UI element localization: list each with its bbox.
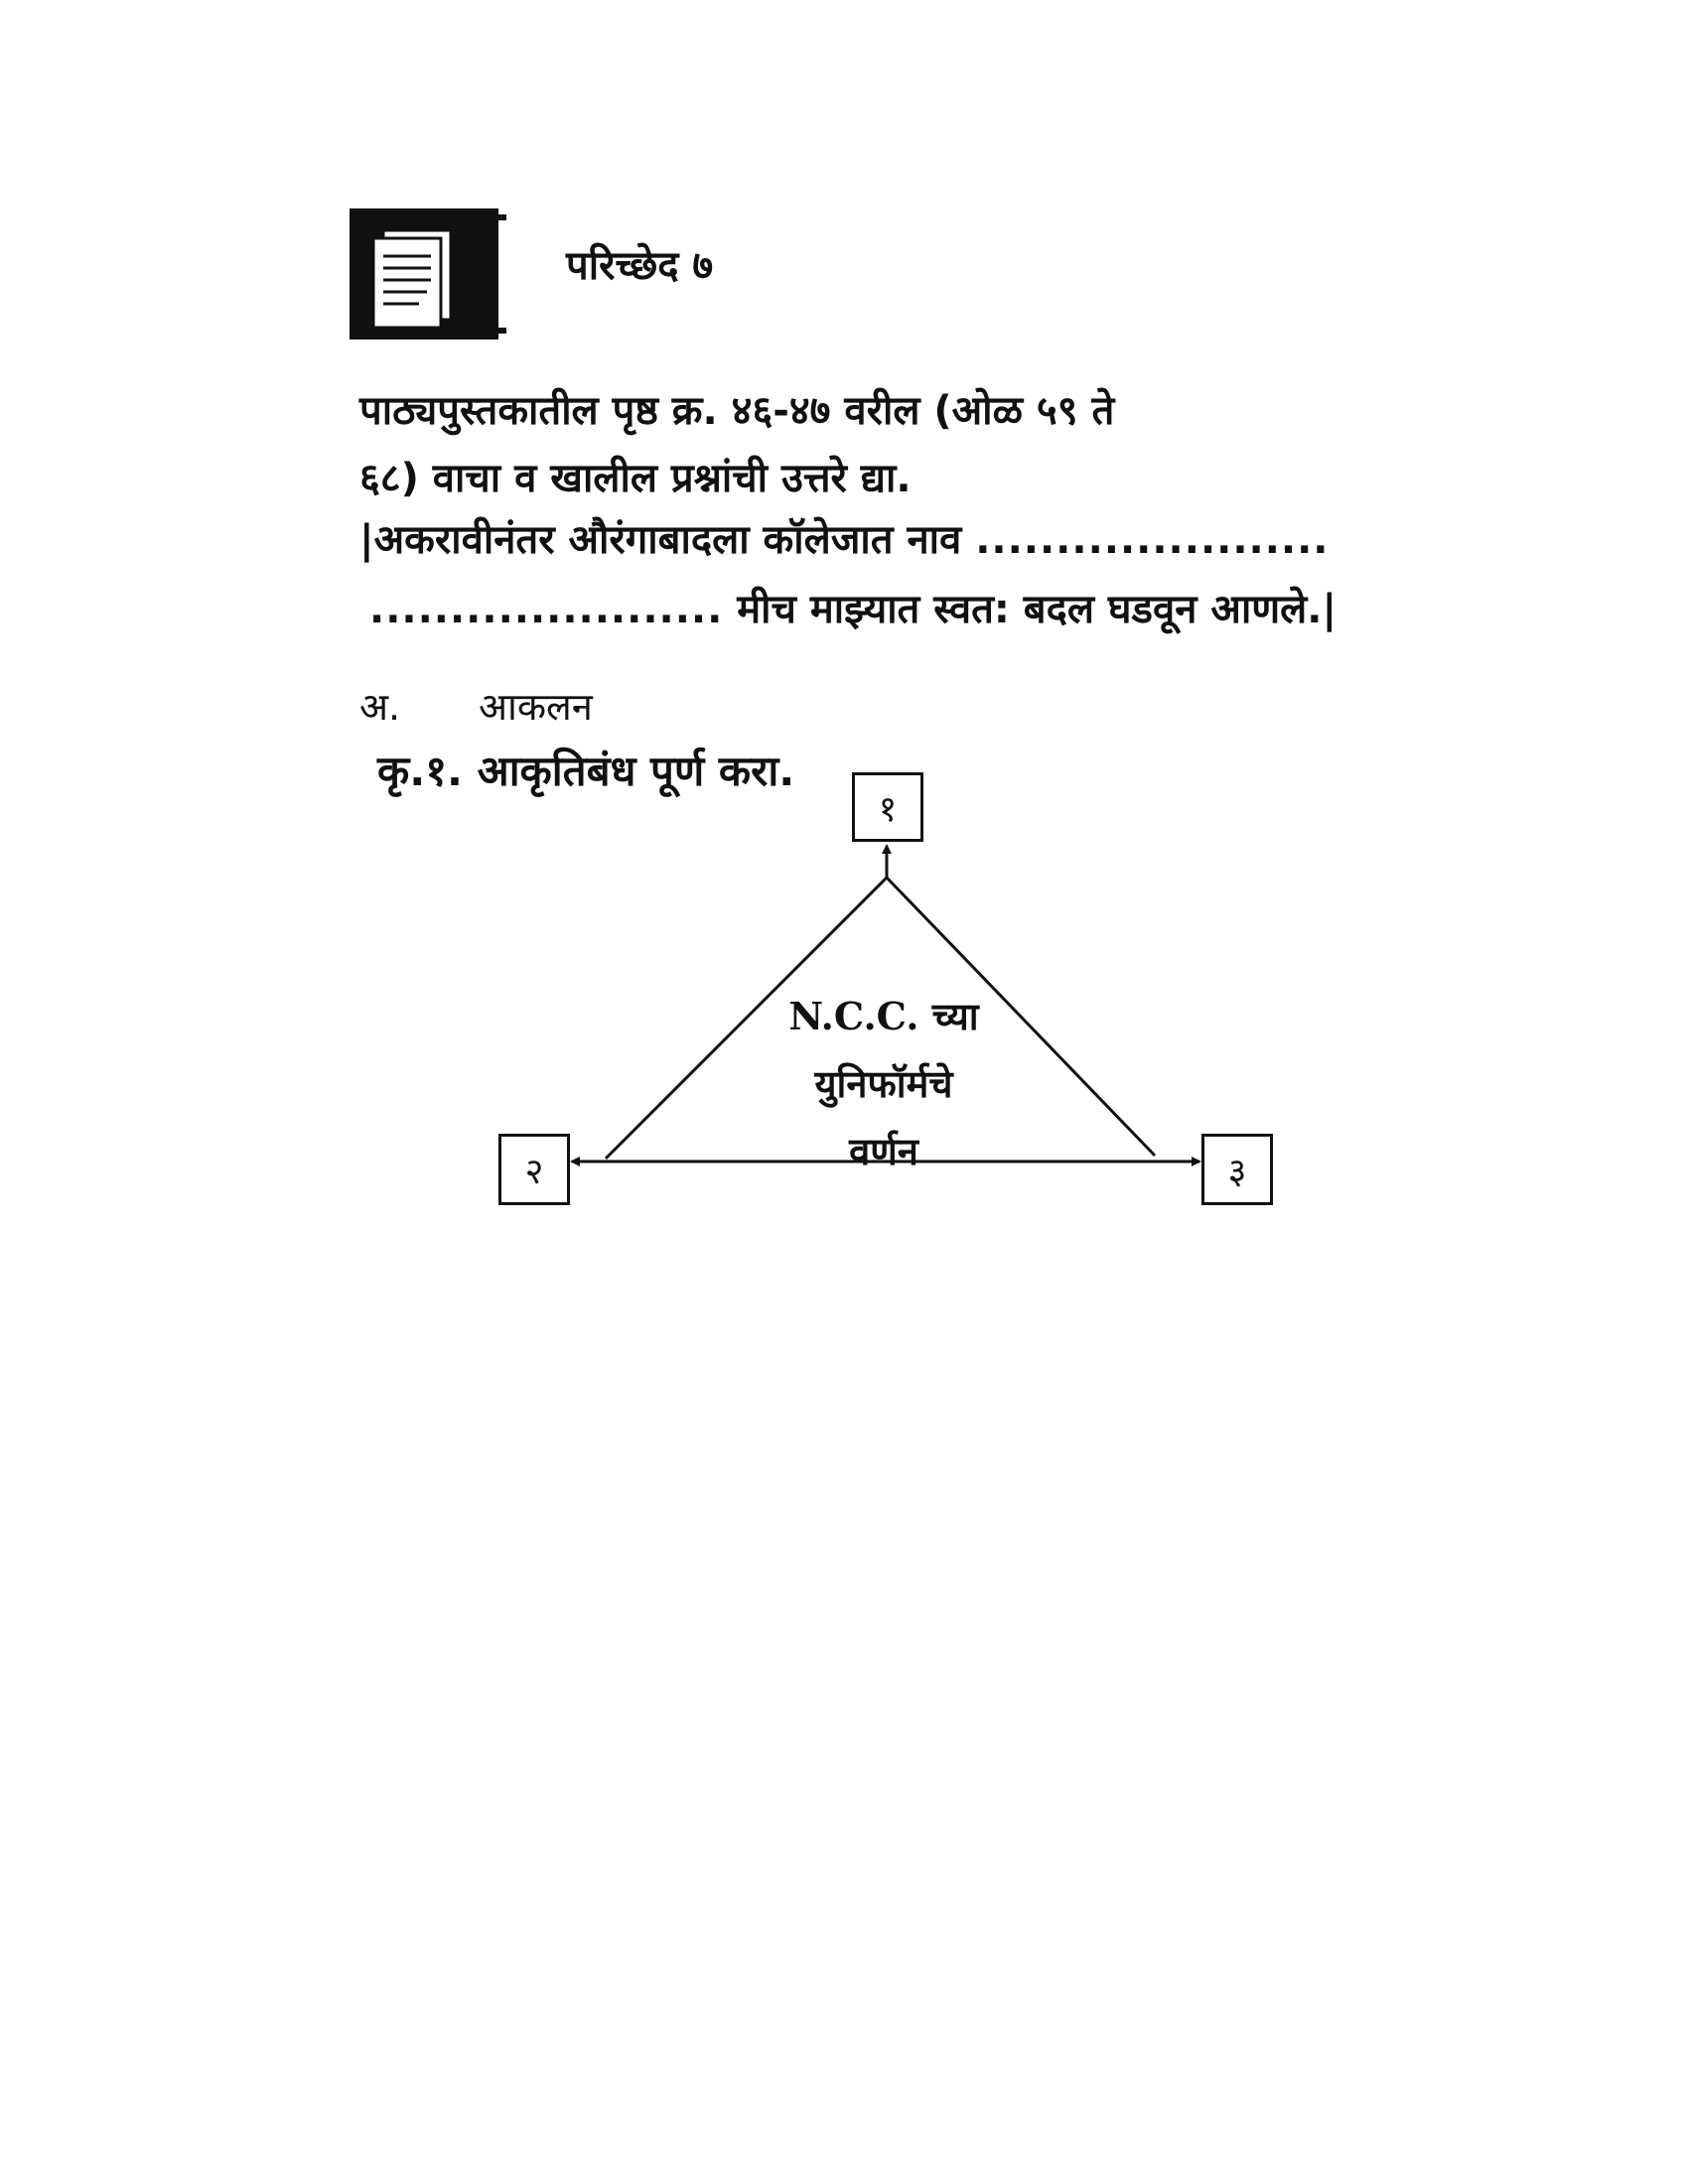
instruction-paragraph	[359, 377, 1313, 512]
excerpt-ellipsis-1: ......................	[975, 517, 1330, 563]
answer-box-3[interactable]: ३	[1201, 1134, 1273, 1205]
excerpt-line-1	[359, 516, 1330, 564]
instruction-line-1: पाठ्यपुस्तकातील पृष्ठ क्र. ४६-४७ वरील (ओळ ५९ ते	[359, 388, 1115, 434]
center-text-line-1: N.C.C. च्या	[788, 994, 979, 1038]
document-icon	[350, 208, 506, 340]
center-text-line-2: युनिफॉर्मचे	[814, 1061, 953, 1106]
diagram-center-text	[735, 983, 1033, 1185]
excerpt-line-2	[369, 586, 1336, 633]
excerpt-ellipsis-2: ......................	[369, 587, 724, 632]
answer-box-2[interactable]: २	[498, 1134, 570, 1205]
section-heading: आकलन	[479, 685, 593, 729]
excerpt-line-1-text: |अकरावीनंतर औरंगाबादला कॉलेजात नाव	[359, 517, 976, 563]
section-marker: अ.	[359, 685, 401, 729]
question-label: कृ.१. आकृतिबंध पूर्ण करा.	[377, 747, 795, 795]
section-title: परिच्छेद ७	[566, 243, 714, 289]
instruction-line-2: ६८) वाचा व खालील प्रश्नांची उत्तरे द्या.	[359, 456, 912, 501]
center-text-line-3: वर्णन	[849, 1129, 918, 1173]
answer-box-1[interactable]: १	[852, 772, 923, 842]
excerpt-line-2-text: मीच माझ्यात स्वत: बदल घडवून आणले.|	[723, 587, 1337, 632]
